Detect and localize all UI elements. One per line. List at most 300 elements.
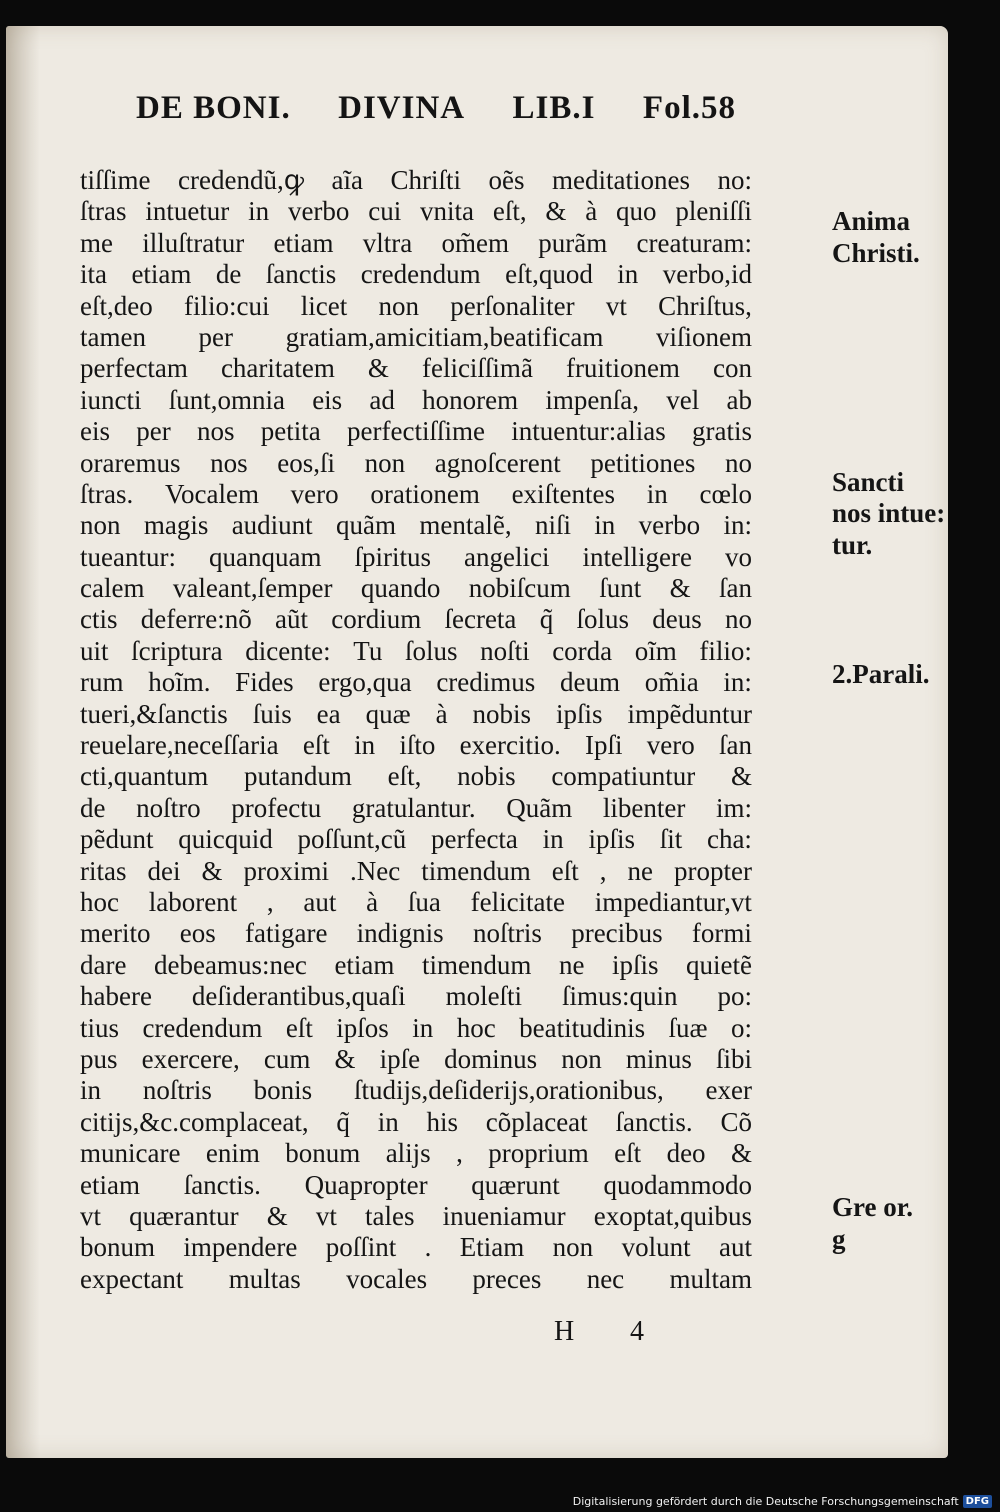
word: in	[248, 196, 270, 227]
word: deferre:nõ	[140, 604, 252, 635]
word: profectu	[231, 792, 322, 823]
word: ſit	[659, 824, 683, 855]
main-text-block	[80, 165, 946, 1295]
word: timendum	[421, 855, 531, 886]
word: ſtras	[80, 196, 127, 227]
word: Chriſtus,	[658, 290, 752, 321]
text-line	[80, 918, 752, 949]
word: fruitionem	[565, 353, 680, 384]
running-head-part: DIVINA	[338, 90, 466, 126]
word: habere	[80, 981, 152, 1012]
word: à	[435, 698, 448, 729]
signature-letter: H	[554, 1316, 575, 1347]
word: q̃	[539, 604, 554, 635]
word: exercitio.	[459, 730, 561, 761]
running-head-part: LIB.I	[512, 90, 596, 126]
word: angelici	[464, 541, 550, 572]
word: Quapropter	[304, 1169, 428, 1200]
word: illuſtratur	[142, 227, 245, 258]
word: om̃em	[441, 227, 510, 258]
text-line	[80, 196, 752, 227]
word: indignis	[356, 918, 444, 949]
text-line	[80, 353, 752, 384]
word: Cõ	[720, 1106, 752, 1137]
word: quando	[360, 573, 441, 604]
word: bonum	[80, 1232, 156, 1263]
word: impendere	[183, 1232, 298, 1263]
word: reuelare,neceſſaria	[80, 730, 279, 761]
word: timendum	[421, 949, 532, 980]
text-line	[80, 1013, 752, 1044]
word: tueri,&ſanctis	[80, 698, 228, 729]
signature-mark	[554, 1316, 644, 1348]
word: honorem	[422, 384, 519, 415]
word: Etiam	[459, 1232, 525, 1263]
word: .	[424, 1232, 432, 1263]
word: cœlo	[699, 478, 752, 509]
word: oĩm	[634, 635, 677, 666]
word: poſſint	[325, 1232, 397, 1263]
word: de	[215, 259, 242, 290]
word: ſunt	[599, 573, 642, 604]
word: no:	[717, 165, 752, 195]
word: mentalẽ,	[419, 510, 512, 541]
text-line	[80, 604, 752, 635]
word: minus	[625, 1043, 692, 1074]
word: per	[136, 416, 171, 447]
word: ipſis	[556, 698, 603, 729]
word: putandum	[243, 761, 352, 792]
text-line	[80, 448, 752, 479]
word: cha:	[706, 824, 752, 855]
margin-note: Gre or.	[832, 1192, 913, 1223]
word: &	[730, 761, 752, 792]
word: ne	[627, 855, 653, 886]
text-line	[80, 667, 752, 698]
text-line	[80, 636, 752, 667]
word: q̃	[336, 1106, 350, 1137]
word: poſſunt,cũ	[297, 824, 407, 855]
word: ,	[266, 886, 274, 917]
text-line	[80, 1170, 752, 1201]
word: precibus	[571, 918, 663, 949]
word: verbo	[638, 510, 701, 541]
word: &	[201, 855, 223, 886]
word: vt	[315, 1200, 337, 1231]
word: eſt	[551, 855, 579, 886]
text-line	[80, 416, 752, 447]
word: non	[552, 1232, 594, 1263]
word: ſua	[407, 886, 441, 917]
word: ergo,qua	[318, 667, 412, 698]
word: nobiſcum	[468, 573, 571, 604]
word: &	[669, 573, 691, 604]
word: inueniamur	[442, 1200, 566, 1231]
word: ctis	[80, 604, 118, 635]
word: noſti	[480, 635, 530, 666]
word: charitatem	[220, 353, 335, 384]
word: non	[80, 510, 121, 541]
word: ſanctis.	[183, 1169, 261, 1200]
text-line	[80, 322, 752, 353]
word: hoc	[456, 1012, 496, 1043]
word: in	[354, 730, 376, 761]
word: Vocalem	[164, 478, 259, 509]
word: eſt,quod	[505, 259, 593, 290]
word: uit	[80, 635, 109, 666]
word: perfectiſſime	[347, 416, 485, 447]
word: etiam	[334, 949, 395, 980]
word: moleſti	[445, 981, 523, 1012]
word: ritas	[80, 855, 127, 886]
word: multam	[669, 1263, 752, 1294]
word: filio:cui	[183, 290, 270, 321]
word: fatigare	[244, 918, 328, 949]
margin-note: g	[832, 1223, 846, 1254]
word: exer	[705, 1075, 752, 1106]
text-line	[80, 542, 752, 573]
word: eis	[312, 384, 343, 415]
word: ſolus	[404, 635, 458, 666]
text-line	[80, 761, 752, 792]
word: aũt	[274, 604, 308, 635]
word: formi	[691, 918, 752, 949]
word: in	[377, 1106, 399, 1137]
word: Fides	[235, 667, 294, 698]
word: pẽdunt	[80, 824, 154, 855]
word: per	[198, 321, 234, 352]
word: in	[542, 824, 564, 855]
word: eos	[179, 918, 216, 949]
word: dare	[80, 949, 127, 980]
word: no	[725, 604, 752, 635]
word: noſtris	[472, 918, 542, 949]
word: tales	[365, 1200, 415, 1231]
word: non	[561, 1043, 602, 1074]
word: ſpiritus	[354, 541, 431, 572]
word: eſt	[614, 1138, 642, 1169]
text-line	[80, 228, 752, 259]
word: ,	[456, 1138, 463, 1169]
word: ipſis	[611, 949, 659, 980]
text-line	[80, 730, 752, 761]
word: eſt,	[387, 761, 422, 792]
word: dominus	[444, 1043, 538, 1074]
word: ita	[80, 259, 107, 290]
word: licet	[300, 290, 348, 321]
word: ea	[316, 698, 341, 729]
text-line	[80, 950, 752, 981]
word: feliciſſimã	[421, 353, 533, 384]
word: perfectam	[80, 353, 188, 384]
word: im:	[715, 792, 752, 823]
word: gratulantur.	[351, 792, 476, 823]
word: exiſtentes	[511, 478, 616, 509]
word: con	[712, 353, 752, 384]
word: nec	[586, 1263, 625, 1294]
word: quanquam	[208, 541, 322, 572]
word: impediantur,vt	[594, 886, 752, 917]
text-line	[80, 856, 752, 887]
word: me	[80, 227, 113, 258]
word: iuncti	[80, 384, 142, 415]
word: bonum	[285, 1138, 361, 1169]
text-line	[80, 1201, 752, 1232]
word: in	[594, 510, 616, 541]
word: ſtudijs,deſiderijs,orationibus,	[353, 1075, 664, 1106]
word: ſibi	[715, 1043, 752, 1074]
word: non	[364, 447, 406, 478]
word: intuetur	[145, 196, 230, 227]
word: deſiderantibus,quaſi	[191, 981, 406, 1012]
word: deus	[652, 604, 702, 635]
word: exercere,	[141, 1043, 240, 1074]
word: cti,quantum	[80, 761, 209, 792]
word: tiſſime	[80, 165, 151, 195]
word: etiam	[80, 1169, 140, 1200]
word: meditationes	[551, 165, 690, 195]
word: eſt	[302, 730, 330, 761]
word: tius	[80, 1012, 120, 1043]
word: quo	[616, 196, 657, 227]
word: hoĩm.	[148, 667, 211, 698]
word: compatiuntur	[551, 761, 696, 792]
text-line	[80, 165, 752, 196]
book-page	[6, 26, 948, 1458]
running-head	[136, 90, 736, 127]
word: cordium	[331, 604, 422, 635]
word: ſunt,omnia	[168, 384, 285, 415]
word: impenſa,	[545, 384, 640, 415]
word: ſanctis.	[615, 1106, 693, 1137]
margin-note: Christi.	[832, 237, 920, 268]
word: oẽs	[488, 165, 525, 195]
word: ipſis	[588, 824, 635, 855]
page-gutter-shadow	[6, 26, 40, 1458]
word: ſecreta	[444, 604, 517, 635]
word: cum	[263, 1043, 311, 1074]
word: ab	[726, 384, 752, 415]
word: eſt,	[492, 196, 527, 227]
word: credendũ,ꝙ	[178, 165, 304, 195]
word: ſimus:quin	[562, 981, 678, 1012]
word: no	[725, 447, 752, 478]
credit-text: Digitalisierung gefördert durch die Deutsche Forschungsgemeinschaft	[572, 1495, 959, 1508]
word: ,	[599, 855, 607, 886]
word: nobis	[457, 761, 516, 792]
margin-note: Anima	[832, 206, 911, 237]
word: Quãm	[506, 792, 573, 823]
word: orationem	[370, 478, 480, 509]
word: pus	[80, 1043, 118, 1074]
word: preces	[472, 1263, 542, 1294]
word: ſcriptura	[131, 635, 223, 666]
text-line	[80, 573, 752, 604]
word: perſonaliter	[450, 290, 575, 321]
word: Tu	[353, 635, 383, 666]
word: quãm	[336, 510, 397, 541]
word: agnoſcerent	[434, 447, 561, 478]
margin-note: tur.	[832, 529, 873, 560]
word: ipſe	[379, 1043, 421, 1074]
text-line	[80, 1264, 752, 1295]
word: volunt	[621, 1232, 691, 1263]
running-head-part: DE BONI.	[136, 90, 291, 126]
word: ſolus	[576, 604, 629, 635]
word: vel	[666, 384, 700, 415]
text-line	[80, 259, 752, 290]
word: &	[730, 1138, 752, 1169]
word: verbo	[287, 196, 350, 227]
word: cõplaceat	[485, 1106, 588, 1137]
text-line	[80, 981, 752, 1012]
word: exoptat,quibus	[593, 1200, 752, 1231]
word: &	[334, 1043, 356, 1074]
word: deum	[560, 667, 621, 698]
word: à	[585, 196, 598, 227]
word: etiam	[273, 227, 334, 258]
text-line	[80, 887, 752, 918]
text-line	[80, 1075, 752, 1106]
margin-note: nos intue:	[832, 498, 946, 529]
word: nobis	[472, 698, 532, 729]
word: intuentur:alias	[511, 416, 666, 447]
word: credendum	[142, 1012, 263, 1043]
word: Chriſti	[390, 165, 461, 195]
word: verbo,id	[662, 259, 752, 290]
word: expectant	[80, 1263, 184, 1294]
word: hoc	[80, 886, 119, 917]
word: noſtris	[142, 1075, 212, 1106]
text-line	[80, 1232, 752, 1263]
word: &	[545, 196, 567, 227]
word: po:	[717, 981, 752, 1012]
word: non	[378, 290, 419, 321]
word: felicitate	[470, 886, 566, 917]
word: nos	[210, 447, 248, 478]
word: ſuæ	[668, 1012, 708, 1043]
text-line	[80, 510, 752, 541]
word: quodammodo	[603, 1169, 752, 1200]
word: in	[646, 478, 668, 509]
word: quicquid	[178, 824, 273, 855]
text-line	[80, 1138, 752, 1169]
word: valeant,ſemper	[172, 573, 333, 604]
word: eſt	[285, 1012, 313, 1043]
word: debeamus:nec	[153, 949, 307, 980]
word: filio:	[699, 635, 752, 666]
word: eis	[80, 416, 110, 447]
word: purãm	[538, 227, 608, 258]
word: eſt,deo	[80, 290, 153, 321]
word: libenter	[602, 792, 686, 823]
word: creaturam:	[636, 227, 752, 258]
word: quietẽ	[685, 949, 752, 980]
word: vero	[290, 478, 339, 509]
word: tamen	[80, 321, 146, 352]
word: aut	[303, 886, 337, 917]
word: in	[617, 259, 639, 290]
word: &	[367, 353, 389, 384]
word: credimus	[436, 667, 536, 698]
word: quærantur	[129, 1200, 239, 1231]
margin-note: Sancti	[832, 467, 905, 498]
folio-number: Fol.58	[642, 90, 736, 126]
word: beatitudinis	[519, 1012, 646, 1043]
text-line	[80, 385, 752, 416]
word: vt	[605, 290, 627, 321]
word: calem	[80, 573, 145, 604]
word: ſan	[719, 573, 752, 604]
word: credendum	[360, 259, 481, 290]
word: deo	[666, 1138, 706, 1169]
word: his	[426, 1106, 458, 1137]
word: vo	[724, 541, 752, 572]
word: in	[412, 1012, 434, 1043]
word: oraremus	[80, 447, 181, 478]
word: pleniſſi	[675, 196, 752, 227]
word: cui	[368, 196, 402, 227]
margin-note: 2.Parali.	[832, 658, 930, 689]
text-line	[80, 479, 752, 510]
word: perfecta	[431, 824, 518, 855]
word: aut	[718, 1232, 752, 1263]
word: .Nec	[350, 855, 401, 886]
text-line	[80, 1107, 752, 1138]
word: citijs,&c.complaceat,	[80, 1106, 309, 1137]
dfg-logo-icon: DFG	[963, 1495, 992, 1508]
word: à	[366, 886, 379, 917]
word: vocales	[346, 1263, 428, 1294]
word: magis	[143, 510, 209, 541]
word: &	[266, 1200, 288, 1231]
word: in:	[723, 510, 752, 541]
word: proximi	[243, 855, 330, 886]
word: eos,ſi	[277, 447, 336, 478]
word: gratiam,amicitiam,beatificam	[285, 321, 604, 352]
word: petita	[260, 416, 321, 447]
word: vnita	[420, 196, 475, 227]
text-line	[80, 699, 752, 730]
word: ſanctis	[265, 259, 337, 290]
word: ſan	[718, 730, 752, 761]
word: proprium	[488, 1138, 589, 1169]
word: vero	[646, 730, 695, 761]
word: corda	[552, 635, 613, 666]
word: municare	[80, 1138, 181, 1169]
word: vltra	[362, 227, 413, 258]
word: intelligere	[582, 541, 692, 572]
word: niſi	[534, 510, 571, 541]
word: petitiones	[590, 447, 696, 478]
word: ne	[558, 949, 585, 980]
word: quærunt	[471, 1169, 560, 1200]
word: in:	[723, 667, 752, 698]
word: dicente:	[245, 635, 331, 666]
text-line	[80, 1044, 752, 1075]
word: etiam	[131, 259, 192, 290]
word: alijs	[385, 1138, 431, 1169]
word: Ipſi	[585, 730, 623, 761]
word: laborent	[148, 886, 238, 917]
word: iſto	[399, 730, 436, 761]
word: nos	[197, 416, 235, 447]
word: in	[80, 1075, 102, 1106]
word: o:	[730, 1012, 752, 1043]
text-line	[80, 291, 752, 322]
word: propter	[673, 855, 752, 886]
text-line	[80, 793, 752, 824]
